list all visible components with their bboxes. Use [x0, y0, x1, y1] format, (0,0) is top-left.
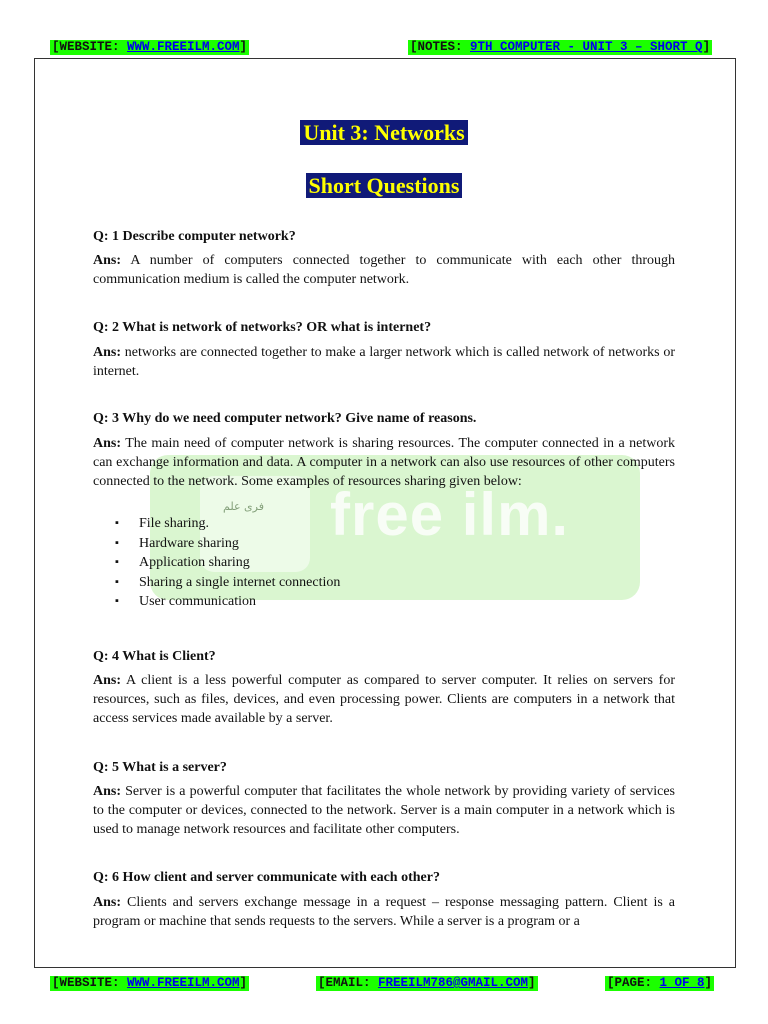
- answer-4: Ans: A client is a less powerful computer as compared to server computer. It relies on servers for resources, such as files, devices, and even processing power. Clients are computers in a network that access services made available by a server.: [93, 673, 675, 726]
- answer-2: Ans: networks are connected together to make a larger network which is called network of networks or internet.: [93, 345, 676, 379]
- question-1: Q: 1 Describe computer network?: [93, 229, 296, 244]
- header-website-link[interactable]: WWW.FREEILM.COM: [127, 40, 240, 54]
- watermark-text: free ilm.: [330, 481, 570, 548]
- answer-5: Ans: Server is a powerful computer that facilitates the whole network by providing variety of services to the computer or devices, connected to the network. Server is a main computer in a network which is used to manage network resources and facilitate other computers.: [93, 784, 675, 837]
- footer-website-link[interactable]: WWW.FREEILM.COM: [127, 976, 240, 990]
- list-item: ▪ Sharing a single internet connection: [110, 573, 340, 593]
- footer-website-tag: [WEBSITE: WWW.FREEILM.COM]: [52, 976, 248, 990]
- list-item: ▪ Hardware sharing: [110, 534, 340, 554]
- footer-page-link[interactable]: 1 OF 8: [659, 976, 705, 990]
- footer-page-tag: [PAGE: 1 OF 8]: [607, 976, 713, 990]
- header-notes-link[interactable]: 9TH COMPUTER - UNIT 3 – SHORT Q: [470, 40, 703, 54]
- page-title: Unit 3: Networks: [300, 120, 467, 145]
- answer-1: Ans: A number of computers connected together to communicate with each other through communication medium is called the computer network.: [93, 253, 675, 287]
- page-subtitle: Short Questions: [306, 173, 463, 198]
- header-notes-tag: [NOTES: 9TH COMPUTER - UNIT 3 – SHORT Q]: [410, 40, 711, 54]
- question-3: Q: 3 Why do we need computer network? Give name of reasons.: [93, 411, 477, 426]
- answer-6: Ans: Clients and servers exchange message in a request – response messaging pattern. Client is a program or machine that sends requests to the servers. While a server is a program or a: [93, 895, 676, 929]
- watermark-logo-text: فری علم: [223, 500, 264, 513]
- page-subtitle-wrap: [0, 171, 768, 201]
- question-5: Q: 5 What is a server?: [93, 760, 227, 775]
- question-4: Q: 4 What is Client?: [93, 649, 216, 664]
- footer-email-tag: [EMAIL: FREEILM786@GMAIL.COM]: [318, 976, 536, 990]
- question-6: Q: 6 How client and server communicate with each other?: [93, 870, 440, 885]
- list-item: ▪ User communication: [110, 592, 340, 612]
- answer-3: Ans: The main need of computer network is sharing resources. The computer connected in a network can exchange information and data. A computer in a network can also use resources of other computers connected to the network. Some examples of resources sharing given below:: [93, 436, 676, 489]
- footer-email-link[interactable]: FREEILM786@GMAIL.COM: [378, 976, 529, 990]
- page-title-wrap: [0, 118, 768, 148]
- list-item: ▪ Application sharing: [110, 553, 340, 573]
- list-item: ▪ File sharing.: [110, 514, 340, 534]
- question-2: Q: 2 What is network of networks? OR what is internet?: [93, 320, 432, 335]
- header-website-tag: [WEBSITE: WWW.FREEILM.COM]: [52, 40, 248, 54]
- resource-sharing-list: [110, 514, 340, 612]
